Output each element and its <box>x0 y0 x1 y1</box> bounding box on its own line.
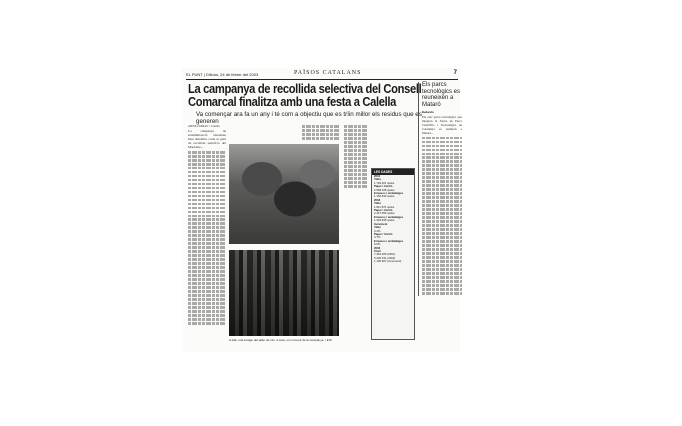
data-table-row: 2002 <box>374 197 381 202</box>
data-table-row: Total <box>374 248 381 253</box>
lead-paragraph: La campanya de sensibilització ciutadana Deu deixalles costa la gent de recollida selectiva del Maresme... <box>188 129 226 150</box>
data-table-row: 2001 <box>374 174 381 178</box>
sidebar-article <box>418 82 462 296</box>
data-table-row: 3.4% <box>374 228 381 233</box>
data-table-row: 4.7% <box>374 235 381 240</box>
sidebar-text: Els cinc parcs tecnològics que integren la Xarxa de Parcs Científics i Tecnològics de Catalunya es reuniran a Mataró... <box>422 115 462 136</box>
photo-caption: A dalt, una imatge del taller de circ. A sota, un moment de la campanya. / E.B. <box>229 338 333 342</box>
data-table-row: 1.811.570 quilos <box>374 204 395 209</box>
data-table-row: Vidre <box>374 225 381 230</box>
data-table-row: 1.152.540 quilos <box>374 194 395 199</box>
data-table <box>371 168 415 340</box>
article-column-2 <box>302 124 340 141</box>
sidebar-headline: Els parcs tecnològics es reuneixen a Mataró <box>422 82 461 108</box>
event-photo-bottom <box>229 250 339 336</box>
newspaper-page <box>182 68 460 352</box>
sidebar-byline: Redacció <box>422 110 434 115</box>
data-table-row: 6.6% <box>374 242 381 247</box>
section-title: PAÏSOS CATALANS <box>294 70 362 76</box>
data-table-row: Paper i Cartró <box>374 208 393 213</box>
article-column-1 <box>188 124 226 326</box>
data-table-row: 1.130.967 (increment) <box>374 259 402 264</box>
data-table-title: LES DADES <box>372 169 414 175</box>
page-number: 7 <box>453 70 457 76</box>
data-table-row: 5.236.331 (2002) <box>374 255 396 260</box>
data-table-row: Envasos i embalatges <box>374 191 404 196</box>
data-table-rows <box>372 175 414 264</box>
data-table-row: Paper / Cartró <box>374 231 393 236</box>
data-table-row: Vidre <box>374 201 381 206</box>
data-table-row: 1.794.115 quilos <box>374 180 395 185</box>
article-headline: La campanya de recollida selectiva del Consell Comarcal finalitza amb una festa a Calella <box>188 81 422 109</box>
data-table-row: 2.447.056 quilos <box>374 211 395 216</box>
header-date: EL PUNT | Dilluns, 24 de febrer del 2003 <box>186 72 259 77</box>
data-table-row: Envasos i embalatges <box>374 214 404 219</box>
event-photo-top <box>229 144 339 244</box>
data-table-row: Vidre <box>374 177 381 182</box>
data-table-row: Envasos i embalatges <box>374 238 404 243</box>
data-table-row: 1.318.945 quilos <box>374 218 395 223</box>
byline: ANNA COMAS > Calella <box>188 124 220 128</box>
article-subhead: Va començar ara fa un any i té com a objectiu que es trïin millor els residus que es generen <box>196 111 422 125</box>
running-header <box>186 71 458 80</box>
data-table-row: Paper i Cartró <box>374 184 393 189</box>
sidebar-text-filler <box>422 137 462 295</box>
data-table-row: 2.568.108 quilos <box>374 187 395 192</box>
data-table-row: 2003 <box>374 245 381 250</box>
article-column-3 <box>344 124 368 189</box>
data-table-row: Increment <box>374 221 388 226</box>
data-table-row: 7.362.305 (2001) <box>374 252 396 257</box>
